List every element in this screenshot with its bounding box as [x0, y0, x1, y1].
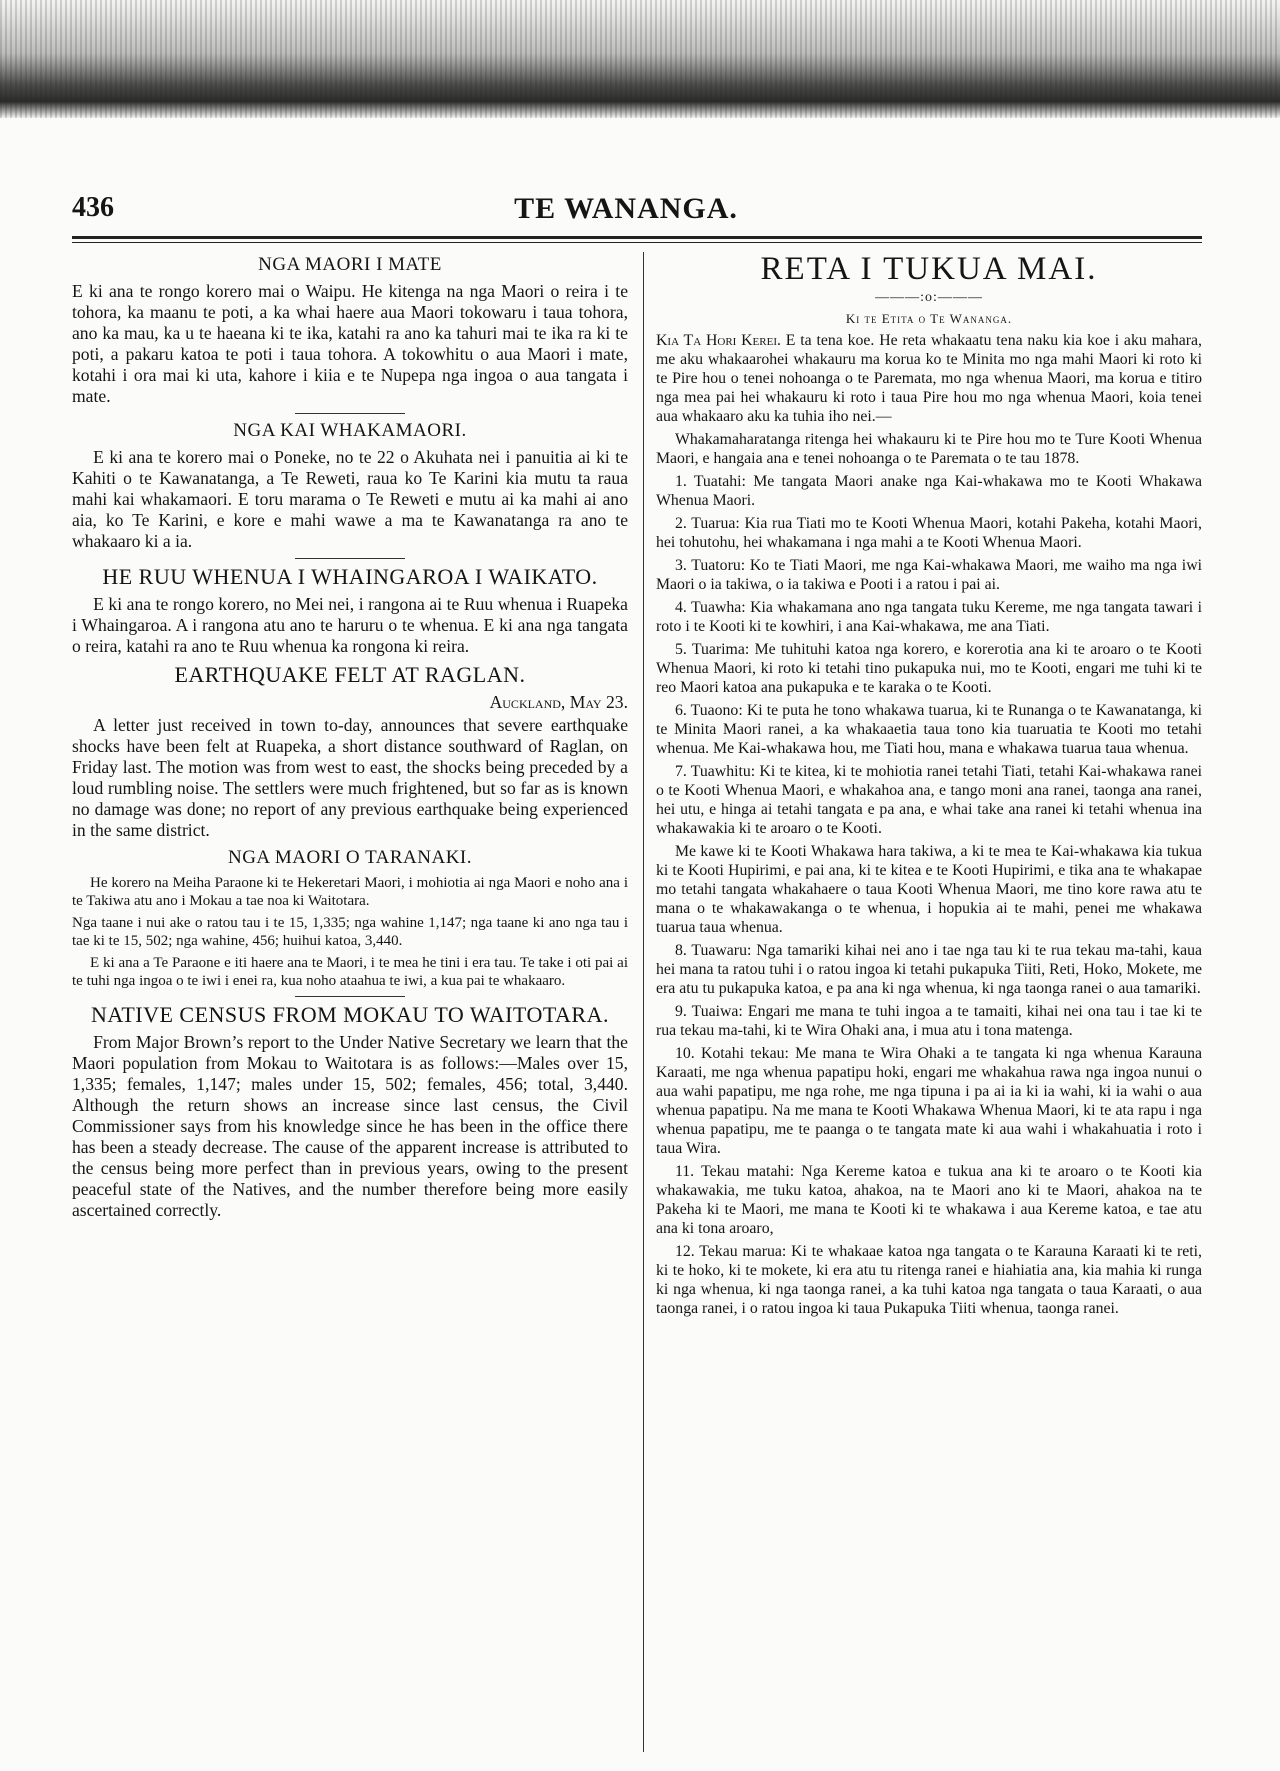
- article-heading: NGA KAI WHAKAMAORI.: [233, 420, 467, 441]
- letter-item: 8. Tuawaru: Nga tamariki kihai nei ano i tae nga tau ki te rua tekau ma-tahi, kaua hei mana ta ratou tuhi i o ratou ingoa ki tetahi pukapuka Tiiti, Reti, Hoko, Mokete, me era atu tu pukapuka katoa, e pa ana ki nga whenua, ki nga taonga ranei o aua tamariki.: [656, 942, 1202, 997]
- salutation: Kia Ta Hori Kerei.: [656, 332, 781, 349]
- letter-item: 2. Tuarua: Kia rua Tiati mo te Kooti Whenua Maori, kotahi Pakeha, kotahi Maori, hei tohutohu, hei whakamana i nga mahi a te Kooti Whenua Maori.: [656, 515, 1202, 551]
- article-paragraph: E ki ana te rongo korero mai o Waipu. He kitenga na nga Maori o reira i te tohora, ka maanu te poti, a ka whai haere aua Maori tokowaru i taua tohora, ano ka mau, ka u te haeana ki te ika, katahi ra ano ka tahuri mai te ika ra ki te poti, a pakaru katoa te poti i taua tohora. A tokowhitu o aua Maori i mate, kotahi i ora mai ki uta, kahore i kiia e te Nupepa nga ingoa o aua tangata i mate.: [72, 281, 628, 406]
- letter-item: 7. Tuawhitu: Ki te kitea, ki te mohiotia ranei tetahi Tiati, tetahi Kai-whakawa ranei o te Kooti Whenua Maori, e whakahoa ana, e tango moni ana ranei, taonga ana ranei, hei utu, e hinga ai tetahi tangata e pa ana, e whai take ana ranei ki tetahi whenua ina whakawakia ki te aroaro o te Kooti.: [656, 763, 1202, 837]
- newspaper-title: TE WANANGA.: [514, 192, 738, 225]
- right-column: [656, 248, 1202, 1322]
- article-paragraph: E ki ana te korero mai o Poneke, no te 22 o Akuhata nei i panuitia ai ki te Kahiti o te Kawanatanga, a Te Reweti, raua ko Te Karini kia mutu ta raua mahi kai whakamaori. E toru marama o Te Reweti e mutu ai ka mahi ai ano aia, ko Te Karini, e kore e mahi wawe a ma te Kawanatanga ra ano te whakaaro ki a ia.: [72, 447, 628, 551]
- left-column: [72, 248, 628, 1225]
- letter-item: 4. Tuawha: Kia whakamana ano nga tangata tuku Kereme, me nga tangata tawari i roto i te Kooti ki te kowhiri, i ana Kai-whakawa, me ana Tiati.: [656, 599, 1202, 635]
- article-paragraph: E ki ana a Te Paraone e iti haere ana te Maori, i te mea he tini i era tau. Te take i oti pai ai te tuhi nga ingoa o te iwi i enei ra, kua noho ataahua te iwi, a kua pai te whakaaro.: [72, 955, 628, 989]
- header-rule-thin: [72, 242, 1202, 243]
- article-paragraph: Nga taane i nui ake o ratou tau i te 15, 1,335; nga wahine 1,147; nga taane ki ano nga tau i tae ki te 15, 502; nga wahine, 456; huihui katoa, 3,440.: [72, 915, 628, 949]
- letter-intro: E ta tena koe. He reta whakaatu tena naku kia koe i aku mahara, me aku whakaarohei whakauru ma korua ko te Minita mo nga mahi Maori ki roto ki te Pire hou o tenei nohoanga o te Paremata, mo nga whenua Maori, ma korua e titiro nga mea pai hei whakauru ki roto i taua Pire hou mo nga whenua Maori, koia tenei aua whakaaro aku ka tuhia iho nei.—: [656, 332, 1202, 425]
- ornament-separator: ———:o:———: [875, 290, 983, 305]
- letter-item: 1. Tuatahi: Me tangata Maori anake nga Kai-whakawa mo te Kooti Whakawa Whenua Maori.: [656, 473, 1202, 509]
- article-paragraph: E ki ana te rongo korero, no Mei nei, i rangona ai te Ruu whenua i Ruapeka i Whaingaroa. A i rangona atu ano te haruru o te whenua. E ki ana nga tangata o reira, katahi ra ano te Ruu whenua ka rongona ki reira.: [72, 594, 628, 656]
- letter-paragraph: Whakamaharatanga ritenga hei whakauru ki te Pire hou mo te Ture Kooti Whenua Maori, e hangaia ana e tenei nohoanga o te Paremata o te tau 1878.: [656, 431, 1202, 467]
- header-rule-thick: [72, 236, 1202, 239]
- letter-item: 11. Tekau matahi: Nga Kereme katoa e tukua ana ki te aroaro o te Kooti kia whakawakia, me tuku katoa, ahakoa, na te Maori ano ki te Maori, ahakoa na te Pakeha ki te Maori, me mana te Kooti ki te whakawa i aua Kereme katoa, e tae atu ana ki tona aroaro,: [656, 1163, 1202, 1237]
- letter-item: Me kawe ki te Kooti Whakawa hara takiwa, a ki te mea te Kai-whakawa kia tukua ki te Kooti Hupirimi, e pai ana, ki te kitea e te Kooti Hupirimi, e tika ana te whakapae mo tetahi tangata whakahaere o taua Kooti Whenua Maori, me tino kore rawa atu te mana o te whakawakanga o te whenua, i hopukia ai te mahi, penei me whakawa tuarua taua whenua.: [656, 843, 1202, 936]
- scan-margin-texture: [0, 0, 1280, 118]
- letter-item: 9. Tuaiwa: Engari me mana te tuhi ingoa a te tamaiti, kihai nei ona tau i tae ki te rua tekau ma-tahi, ki te Wira Ohaki ana, i mua atu i tona matenga.: [656, 1003, 1202, 1039]
- column-divider: [643, 252, 644, 1752]
- article-heading: EARTHQUAKE FELT AT RAGLAN.: [174, 662, 526, 687]
- article-heading: HE RUU WHENUA I WHAINGAROA I WAIKATO.: [102, 564, 598, 589]
- letters-heading: RETA I TUKUA MAI.: [760, 251, 1098, 287]
- letter-item: 3. Tuatoru: Ko te Tiati Maori, me nga Kai-whakawa Maori, me waiho ma nga iwi Maori o ia takiwa, o ia takiwa e Pooti i a ratou i pai ai.: [656, 557, 1202, 593]
- letters-subheading: Ki te Etita o Te Wananga.: [845, 311, 1013, 326]
- letter-item: 12. Tekau marua: Ki te whakaae katoa nga tangata o te Karauna Karaati ki te reti, ki te hoko, ki te mokete, ki era atu tu ritenga ranei e hiahiatia ana, kia mahia ki runga ki nga whenua, ki nga taonga ranei, a ka tuhi katoa nga tangata o taua Karaati, o aua taonga ranei, i o ratou ingoa ki taua Pukapuka Tiiti whenua, taonga ranei.: [656, 1243, 1202, 1317]
- letter-item: 6. Tuaono: Ki te puta he tono whakawa tuarua, ki te Runanga o te Kawanatanga, ki te Minita Maori ranei, a ka whakaaetia taua tono kia tuaruatia te Kooti mo tetahi whenua. Me Kai-whakawa hou, me Tiati hou, mana e whakawa tuarua taua whenua.: [656, 702, 1202, 757]
- article-heading: NGA MAORI O TARANAKI.: [227, 847, 473, 868]
- article-heading: NATIVE CENSUS FROM MOKAU TO WAITOTARA.: [91, 1002, 609, 1027]
- page-number: 436: [72, 192, 114, 223]
- article-heading: NGA MAORI I MATE: [258, 254, 442, 275]
- dateline: Auckland, May 23.: [489, 692, 628, 712]
- letter-item: 5. Tuarima: Me tuhituhi katoa nga korero, e korerotia ana ki te aroaro o te Kooti Whenua Maori, ki roto ki tetahi tino pukapuka nui, mo te Kooti, engari me tuhi ki te reo Maori katoa ana pukapuka e te karaka o te Kooti.: [656, 641, 1202, 696]
- article-separator: [295, 413, 405, 414]
- running-head: [72, 192, 1180, 228]
- article-paragraph: A letter just received in town to-day, announces that severe earthquake shocks have been felt at Ruapeka, a short distance southward of Raglan, on Friday last. The motion was from west to east, the shocks being preceded by a loud rumbling noise. The settlers were much frightened, but so far as is known no damage was done; no report of any previous earthquake being experienced in the same district.: [72, 715, 628, 840]
- article-paragraph: He korero na Meiha Paraone ki te Hekeretari Maori, i mohiotia ai nga Maori e noho ana i te Takiwa atu ano i Mokau a tae noa ki Waitotara.: [72, 875, 628, 909]
- article-separator: [295, 558, 405, 559]
- article-paragraph: From Major Brown’s report to the Under Native Secretary we learn that the Maori population from Mokau to Waitotara is as follows:—Males over 15, 1,335; females, 1,147; males under 15, 502; females, 456; total, 3,440. Although the return shows an increase since last census, the Civil Commissioner says from his knowledge since he has been in the office there has been a steady decrease. The cause of the apparent increase is attributed to the census being more perfect than in previous years, owing to the present peaceful state of the Natives, and the number therefore being more easily ascertained correctly.: [72, 1032, 628, 1220]
- article-separator: [295, 996, 405, 997]
- letter-item: 10. Kotahi tekau: Me mana te Wira Ohaki a te tangata ki nga whenua Karauna Karaati, me nga whenua papatipu hoki, engari me whakahua rawa nga ingoa nunui o aua wahi papatipu, me nga rohe, me nga tipuna i pa ai ia ki ia wahi, ki ia wahi o aua whenua papatipu. Na me mana te Kooti Whakawa Whenua Maori, ki te ata rapu i nga whenua papatipu, me te paanga o te tangata mate ki aua wahi i whakahuatia i roto i taua Wira.: [656, 1045, 1202, 1157]
